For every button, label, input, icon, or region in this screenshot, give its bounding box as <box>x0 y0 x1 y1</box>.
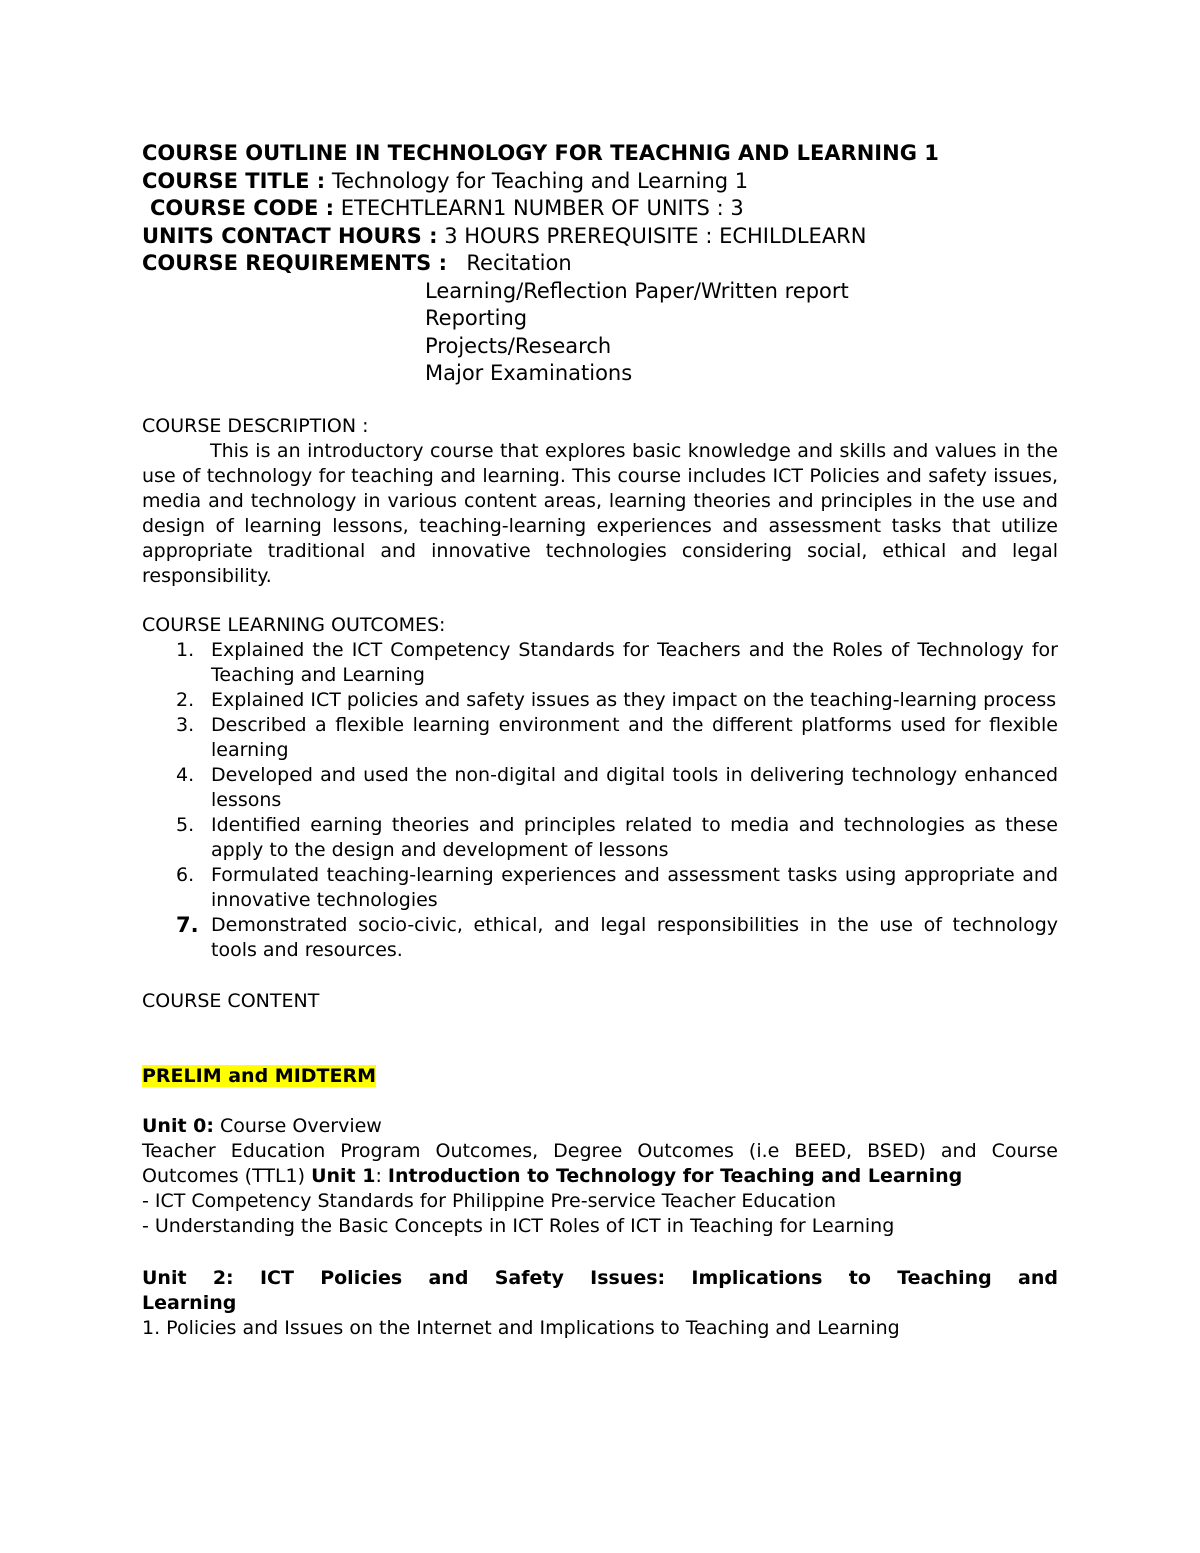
outcome-item: 2. Explained ICT policies and safety issues as they impact on the teaching-learning process <box>176 688 1057 711</box>
unit2-item: 1. Policies and Issues on the Internet and Implications to Teaching and Learning <box>142 1316 900 1339</box>
unit1-item: - Understanding the Basic Concepts in ICT Roles of ICT in Teaching for Learning <box>142 1214 895 1237</box>
outcome-item: 5. Identified earning theories and principles related to media and technologies as these apply to the design and development of lessons <box>176 813 1058 861</box>
outcome-item: 3. Described a flexible learning environment and the different platforms used for flexible learning <box>176 713 1058 761</box>
requirement-item: Recitation <box>466 251 572 275</box>
requirements-label: COURSE REQUIREMENTS : <box>142 251 447 275</box>
description-heading: COURSE DESCRIPTION : <box>142 414 369 437</box>
course-title-line <box>142 168 1058 196</box>
course-outline-title: COURSE OUTLINE IN TECHNOLOGY FOR TEACHNIG AND LEARNING 1 <box>142 141 939 165</box>
unit1-item: - ICT Competency Standards for Philippine Pre-service Teacher Education <box>142 1189 837 1212</box>
course-code-value: ETECHTLEARN1 NUMBER OF UNITS : 3 <box>340 196 744 220</box>
outcomes-heading: COURSE LEARNING OUTCOMES: <box>142 613 446 636</box>
unit0-heading: Unit 0: Course Overview <box>142 1114 382 1137</box>
course-title-label: COURSE TITLE : <box>142 168 326 193</box>
document-page <box>142 140 1058 1341</box>
description-text: This is an introductory course that explores basic knowledge and skills and values in the use of technology for teaching and learning. This course includes ICT Policies and safety issues, media and technology in various content areas, learning theories and principles in the use and design of learning lessons, teaching-learning experiences and assessment tasks that utilize appropriate traditional and innovative technologies considering social, ethical and legal responsibility. <box>142 439 1058 587</box>
requirements-line <box>142 250 1058 278</box>
requirement-item: Reporting <box>425 306 528 330</box>
unit1-title: Introduction to Technology for Teaching and Learning <box>387 1164 963 1187</box>
term-heading <box>142 1064 1058 1089</box>
requirement-item: Learning/Reflection Paper/Written report <box>425 278 849 303</box>
contact-hours-line <box>142 223 1058 251</box>
content-heading: COURSE CONTENT <box>142 989 320 1012</box>
requirements-list <box>142 278 1058 388</box>
outcome-item: 1. Explained the ICT Competency Standards for Teachers and the Roles of Technology for Teaching and Learning <box>176 638 1058 686</box>
contact-hours-label: UNITS CONTACT HOURS : <box>142 223 438 248</box>
outcome-item: 7. Demonstrated socio-civic, ethical, and legal responsibilities in the use of technology tools and resources. <box>176 912 1058 961</box>
requirement-item: Major Examinations <box>425 361 633 385</box>
outcomes-list <box>142 638 1058 963</box>
outcome-item: 6. Formulated teaching-learning experiences and assessment tasks using appropriate and innovative technologies <box>176 863 1058 911</box>
course-code-label: COURSE CODE : <box>150 196 335 220</box>
unit0-unit1-paragraph: Teacher Education Program Outcomes, Degree Outcomes (i.e BEED, BSED) and Course Outcomes (TTL1) Unit 1: Introduction to Technology for Teaching and Learning <box>142 1139 1058 1187</box>
unit2-heading: Unit 2: ICT Policies and Safety Issues: Implications to Teaching and Learning <box>142 1266 1058 1314</box>
requirement-item: Projects/Research <box>425 333 612 358</box>
outcome-item: 4. Developed and used the non-digital and digital tools in delivering technology enhanced lessons <box>176 763 1058 811</box>
course-code-line <box>142 195 1058 223</box>
term-highlight: PRELIM and MIDTERM <box>142 1064 377 1087</box>
course-title-value: Technology for Teaching and Learning 1 <box>331 168 749 193</box>
contact-hours-value: 3 HOURS PREREQUISITE : ECHILDLEARN <box>444 223 867 248</box>
unit1-label: Unit 1 <box>311 1164 376 1187</box>
